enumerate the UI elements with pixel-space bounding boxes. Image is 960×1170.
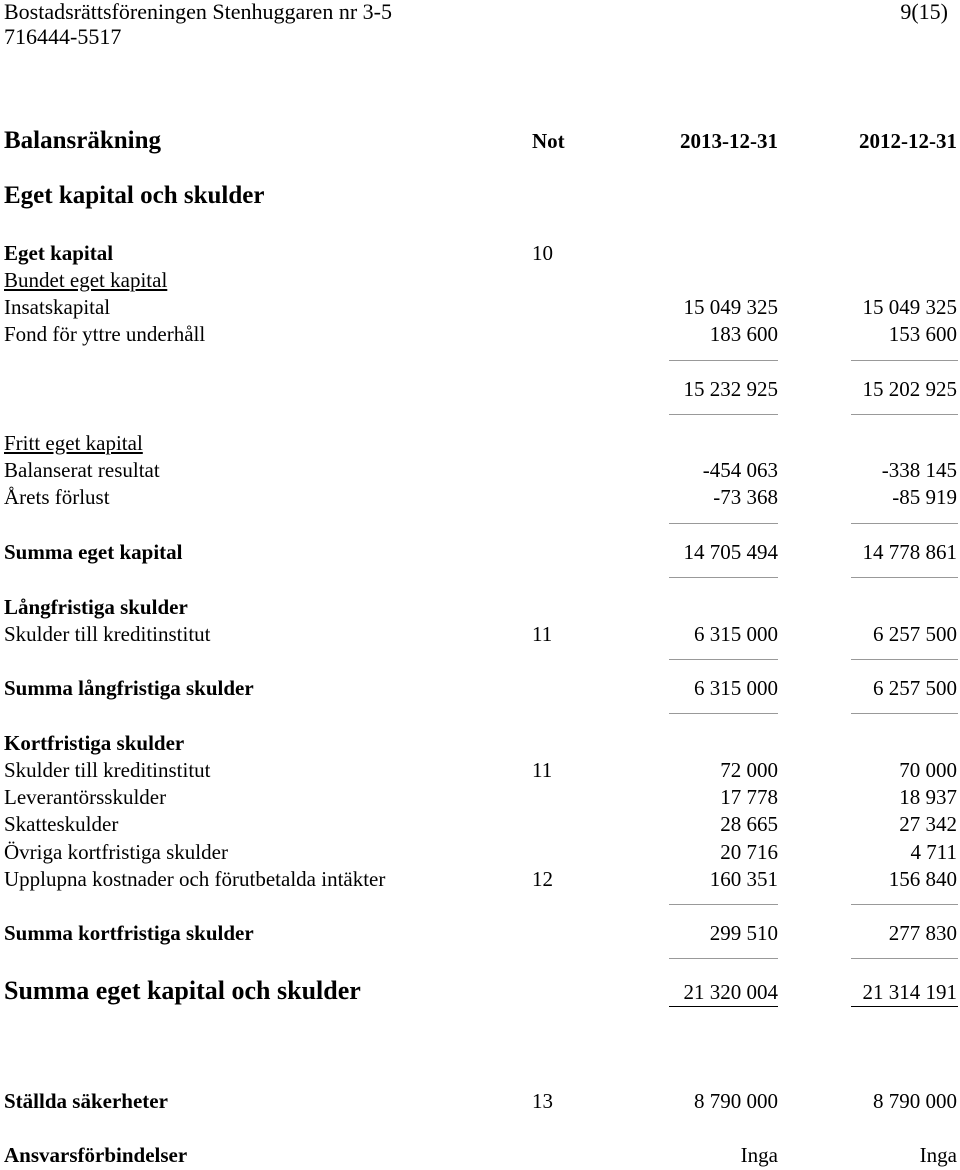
subtotal-rule <box>851 577 958 578</box>
kf-kredit-label: Skulder till kreditinstitut <box>4 758 211 782</box>
upplupna-not: 12 <box>532 867 553 891</box>
lf-kredit-2012: 6 257 500 <box>873 622 957 646</box>
fritt-heading: Fritt eget kapital <box>4 431 143 455</box>
summa-total-label: Summa eget kapital och skulder <box>4 976 361 1005</box>
subtotal-rule <box>851 414 958 415</box>
org-number: 716444-5517 <box>4 24 122 49</box>
kf-kredit-not: 11 <box>532 758 553 782</box>
subtotal-rule <box>851 958 958 959</box>
ansvar-2013: Inga <box>740 1143 778 1167</box>
ovriga-2013: 20 716 <box>720 840 778 864</box>
org-name: Bostadsrättsföreningen Stenhuggaren nr 3-5 <box>4 0 392 24</box>
eget-kapital-not: 10 <box>532 241 553 265</box>
subtotal-rule <box>669 713 778 714</box>
ansvar-2012: Inga <box>919 1143 957 1167</box>
subtotal-rule <box>669 360 778 361</box>
eget-kapital-heading: Eget kapital <box>4 241 114 265</box>
summa-total-2012: 21 314 191 <box>862 980 957 1004</box>
subtotal-rule <box>669 577 778 578</box>
stallda-not: 13 <box>532 1089 553 1113</box>
skatte-2013: 28 665 <box>720 812 778 836</box>
leverantor-2012: 18 937 <box>899 785 957 809</box>
summa-eget-2013: 14 705 494 <box>683 540 778 564</box>
kortfristiga-heading: Kortfristiga skulder <box>4 731 185 755</box>
total-double-rule <box>851 1006 958 1007</box>
summa-kf-2012: 277 830 <box>888 921 957 945</box>
ovriga-2012: 4 711 <box>910 840 957 864</box>
bundet-sum-2012: 15 202 925 <box>862 377 957 401</box>
skatte-2012: 27 342 <box>899 812 957 836</box>
langfristiga-heading: Långfristiga skulder <box>4 595 188 619</box>
upplupna-2012: 156 840 <box>888 867 957 891</box>
summa-eget-label: Summa eget kapital <box>4 540 183 564</box>
arets-2012: -85 919 <box>892 485 957 509</box>
subtotal-rule <box>851 360 958 361</box>
stallda-label: Ställda säkerheter <box>4 1089 168 1113</box>
subtotal-rule <box>669 414 778 415</box>
summa-lf-label: Summa långfristiga skulder <box>4 676 254 700</box>
summa-kf-2013: 299 510 <box>709 921 778 945</box>
subtotal-rule <box>669 523 778 524</box>
stallda-2013: 8 790 000 <box>694 1089 778 1113</box>
page-number: 9(15) <box>900 0 948 24</box>
insatskapital-2013: 15 049 325 <box>683 295 778 319</box>
lf-kredit-not: 11 <box>532 622 553 646</box>
section-title: Eget kapital och skulder <box>4 182 265 209</box>
subtotal-rule <box>669 904 778 905</box>
fond-label: Fond för yttre underhåll <box>4 322 206 346</box>
col-header-not: Not <box>532 129 565 153</box>
subtotal-rule <box>669 659 778 660</box>
ovriga-label: Övriga kortfristiga skulder <box>4 840 228 864</box>
subtotal-rule <box>851 904 958 905</box>
balanserat-label: Balanserat resultat <box>4 458 160 482</box>
subtotal-rule <box>851 659 958 660</box>
stallda-2012: 8 790 000 <box>873 1089 957 1113</box>
summa-kf-label: Summa kortfristiga skulder <box>4 921 254 945</box>
ansvar-label: Ansvarsförbindelser <box>4 1143 188 1167</box>
summa-total-2013: 21 320 004 <box>683 980 778 1004</box>
upplupna-label: Upplupna kostnader och förutbetalda intäkter <box>4 867 386 891</box>
summa-eget-2012: 14 778 861 <box>862 540 957 564</box>
fond-2013: 183 600 <box>709 322 778 346</box>
bundet-heading: Bundet eget kapital <box>4 268 168 292</box>
subtotal-rule <box>851 523 958 524</box>
arets-2013: -73 368 <box>713 485 778 509</box>
col-header-2012: 2012-12-31 <box>859 129 957 153</box>
subtotal-rule <box>851 713 958 714</box>
insatskapital-2012: 15 049 325 <box>862 295 957 319</box>
bundet-sum-2013: 15 232 925 <box>683 377 778 401</box>
insatskapital-label: Insatskapital <box>4 295 111 319</box>
balanserat-2013: -454 063 <box>702 458 778 482</box>
summa-lf-2012: 6 257 500 <box>873 676 957 700</box>
upplupna-2013: 160 351 <box>709 867 778 891</box>
col-header-2013: 2013-12-31 <box>680 129 778 153</box>
total-double-rule <box>669 1006 778 1007</box>
skatte-label: Skatteskulder <box>4 812 119 836</box>
lf-kredit-2013: 6 315 000 <box>694 622 778 646</box>
subtotal-rule <box>669 958 778 959</box>
arets-label: Årets förlust <box>4 485 110 509</box>
balanserat-2012: -338 145 <box>881 458 957 482</box>
kf-kredit-2012: 70 000 <box>899 758 957 782</box>
summa-lf-2013: 6 315 000 <box>694 676 778 700</box>
leverantor-label: Leverantörsskulder <box>4 785 167 809</box>
kf-kredit-2013: 72 000 <box>720 758 778 782</box>
lf-kredit-label: Skulder till kreditinstitut <box>4 622 211 646</box>
fond-2012: 153 600 <box>888 322 957 346</box>
leverantor-2013: 17 778 <box>720 785 778 809</box>
page-title: Balansräkning <box>4 127 162 154</box>
